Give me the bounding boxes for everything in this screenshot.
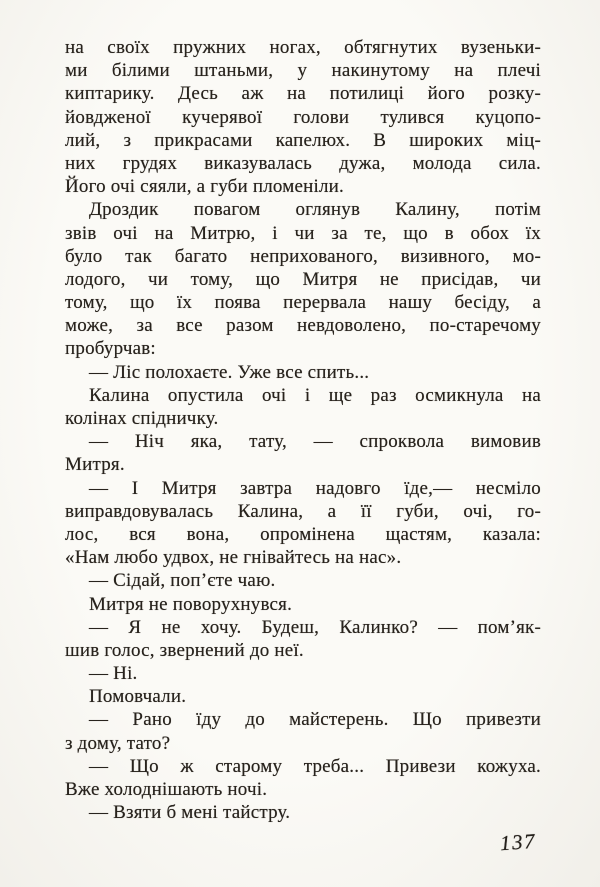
text-line: Вже холоднішають ночі. — [65, 779, 268, 800]
text-line: Митря. — [65, 454, 125, 476]
text-line: лодого, чи тому, що Митря не присідав, чи — [65, 268, 541, 290]
text-line: тому, що їх поява перервала нашу бесіду, а — [65, 292, 541, 314]
text-block — [65, 36, 541, 824]
text-line: на своїх пружних ногах, обтягнутих вузеньки- — [65, 37, 541, 58]
text-line: лий, з прикрасами капелюх. В широких міц- — [65, 129, 541, 151]
text-line: — Що ж старому треба... Привези кожуха. — [89, 755, 541, 777]
text-line: киптарику. Десь аж на потилиці його розку- — [65, 83, 541, 105]
text-line: Дроздик повагом оглянув Калину, потім — [89, 199, 541, 221]
text-line: — Рано їду до майстерень. Що привезти — [89, 709, 541, 731]
text-line: — Ніч яка, тату, — спроквола вимовив — [89, 431, 541, 453]
text-line: шив голос, звернений до неї. — [65, 639, 304, 661]
text-line: — Сідай, поп’єте чаю. — [89, 570, 276, 592]
text-line: пробурчав: — [65, 338, 156, 360]
text-line: з дому, тато? — [65, 732, 171, 754]
text-line: було так багато неприхованого, визивного, мо- — [65, 245, 541, 267]
text-line: Помовчали. — [89, 686, 187, 708]
text-line: Митря не поворухнувся. — [89, 593, 293, 615]
text-line: ми білими штаньми, у накинутому на плечі — [65, 60, 541, 82]
text-line: — Ліс полохаєте. Уже все спить... — [89, 361, 370, 383]
text-line: звів очі на Митрю, і чи за те, що в обох їх — [65, 222, 541, 244]
text-line: йовдженої кучерявої голови тулився куцопо- — [65, 106, 541, 128]
text-line: — І Митря завтра надовго їде,— несміло — [89, 477, 541, 499]
text-line: «Нам любо удвох, не гнівайтесь на нас». — [65, 547, 402, 569]
text-line: — Взяти б мені тайстру. — [89, 802, 291, 824]
text-line: — Я не хочу. Будеш, Калинко? — пом’як- — [89, 616, 541, 638]
text-line: може, за все разом невдоволено, по-старечому — [65, 315, 541, 337]
text-line: Його очі сяяли, а губи пломеніли. — [65, 176, 344, 198]
text-line: Калина опустила очі і ще раз осмикнула на — [89, 384, 541, 406]
page-number: 137 — [499, 828, 537, 856]
text-line: лос, вся вона, опромінена щастям, казала: — [65, 523, 541, 545]
text-line: колінах спідничку. — [65, 408, 219, 429]
text-line: — Ні. — [89, 663, 138, 685]
text-line: них грудях виказувалась дужа, молода сила. — [65, 152, 541, 174]
text-line: виправдовувалась Калина, а її губи, очі, го- — [65, 500, 541, 522]
